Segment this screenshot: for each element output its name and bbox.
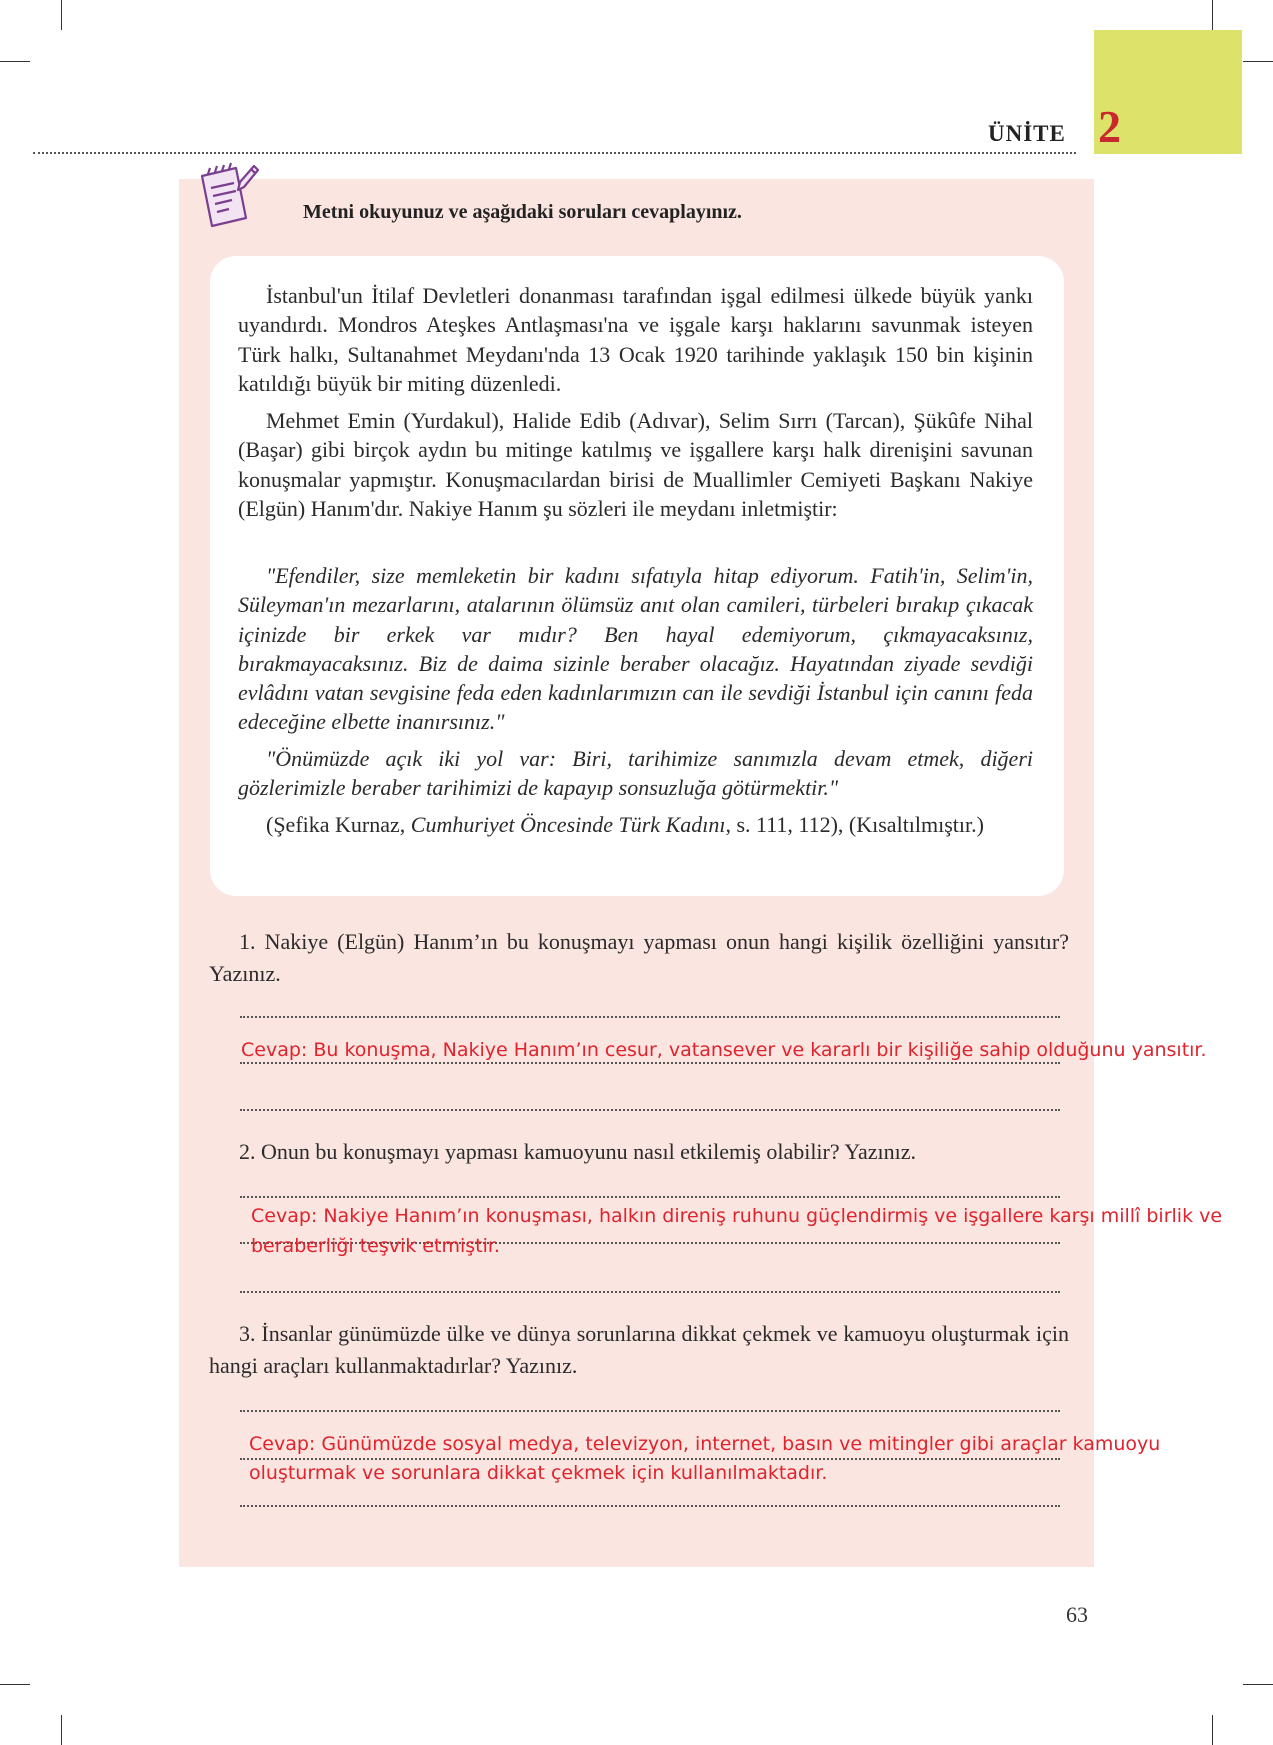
answer-line	[240, 1109, 1060, 1111]
answer-line	[240, 1291, 1060, 1293]
answer-line	[240, 1505, 1060, 1507]
answer-line	[240, 1016, 1060, 1018]
question-3	[209, 1318, 1069, 1382]
quote-text: "Önümüzde açık iki yol var: Biri, tarihimize sanımızla devam etmek, diğeri gözlerimizle beraber tarihimizi de kapayıp sonsuzluğa götürmektir."	[238, 746, 1033, 801]
source-prefix: (Şefika Kurnaz,	[266, 812, 411, 837]
paragraph-text: Mehmet Emin (Yurdakul), Halide Edib (Adıvar), Selim Sırrı (Tarcan), Şükûfe Nihal (Başar) gibi birçok aydın bu mitinge katılmış ve işgallere karşı halk direnişini savunan konuşmalar yapmıştır. Konuşmacılardan birisi de Muallimler Cemiyeti Başkanı Nakiye (Elgün) Hanım'dır. Nakiye Hanım şu sözleri ile meydanı inletmiştir:	[238, 408, 1033, 521]
quote-text: "Efendiler, size memleketin bir kadını sıfatıyla hitap ediyorum. Fatih'in, Selim'in, Süleyman'ın mezarlarını, atalarının ölümsüz anıt olan camileri, türbeleri bırakıp çıkacak içinizde bir erkek var mıdır? Ben hayal edemiyorum, çıkmayacaksınız, bırakmayacaksınız. Biz de daima sizinle beraber olacağız. Hayatından ziyade sevdiği evlâdını vatan sevgisine feda eden kadınlarımızın can ile sevdiği İstanbul için canını feda edeceğine elbette inanırsınız."	[238, 563, 1033, 735]
unit-label: ÜNİTE	[988, 121, 1066, 146]
answer-1-line-1: Cevap: Bu konuşma, Nakiye Hanım’ın cesur, vatansever ve kararlı bir kişiliğe sahip olduğunu yansıtır.	[241, 1039, 1207, 1061]
unit-number: 2	[1098, 101, 1121, 152]
crop-mark	[1212, 1715, 1213, 1745]
answer-2-line-1: Cevap: Nakiye Hanım’ın konuşması, halkın direniş ruhunu güçlendirmiş ve işgallere karşı millî birlik ve	[251, 1205, 1223, 1227]
page-number: 63	[1066, 1602, 1088, 1627]
paragraph-text: İstanbul'un İtilaf Devletleri donanması tarafından işgal edilmesi ülkede büyük yankı uyandırdı. Mondros Ateşkes Antlaşması'na ve işgale karşı haklarını savunmak isteyen Türk halkı, Sultanahmet Meydanı'nda 13 Ocak 1920 tarihinde yaklaşık 150 bin kişinin katıldığı büyük bir miting düzenledi.	[238, 283, 1033, 396]
answer-line	[240, 1196, 1060, 1198]
answer-2-line-2: beraberliği teşvik etmiştir.	[251, 1235, 500, 1257]
quote-paragraph	[238, 744, 1033, 803]
crop-mark	[0, 1684, 30, 1685]
question-1	[209, 926, 1069, 990]
crop-mark	[1243, 1684, 1273, 1685]
question-2	[209, 1136, 1069, 1168]
answer-line	[240, 1410, 1060, 1412]
source-suffix: , s. 111, 112), (Kısaltılmıştır.)	[725, 812, 984, 837]
reading-paragraph	[238, 406, 1033, 523]
source-title: Cumhuriyet Öncesinde Türk Kadını	[410, 812, 726, 837]
writing-notepad-icon	[196, 160, 262, 232]
question-text: 2. Onun bu konuşmayı yapması kamuoyunu nasıl etkilemiş olabilir? Yazınız.	[239, 1139, 917, 1164]
answer-3-line-2: oluşturmak ve sorunlara dikkat çekmek için kullanılmaktadır.	[249, 1462, 828, 1484]
crop-mark	[61, 1715, 62, 1745]
question-text: 3. İnsanlar günümüzde ülke ve dünya sorunlarına dikkat çekmek ve kamuoyu oluşturmak için hangi araçları kullanmaktadırlar? Yazınız.	[209, 1321, 1069, 1378]
crop-mark	[61, 0, 62, 30]
crop-mark	[1243, 61, 1273, 62]
instruction-heading: Metni okuyunuz ve aşağıdaki soruları cevaplayınız.	[303, 201, 742, 223]
question-text: 1. Nakiye (Elgün) Hanım’ın bu konuşmayı yapması onun hangi kişilik özelliğini yansıtır? Yazınız.	[209, 929, 1069, 986]
header-rule	[33, 152, 1076, 154]
reading-paragraph	[238, 281, 1033, 398]
crop-mark	[1212, 0, 1213, 30]
source-citation	[266, 812, 984, 838]
answer-3-line-1: Cevap: Günümüzde sosyal medya, televizyon, internet, basın ve mitingler gibi araçlar kamuoyu	[249, 1433, 1161, 1455]
crop-mark	[0, 61, 30, 62]
quote-paragraph	[238, 561, 1033, 737]
